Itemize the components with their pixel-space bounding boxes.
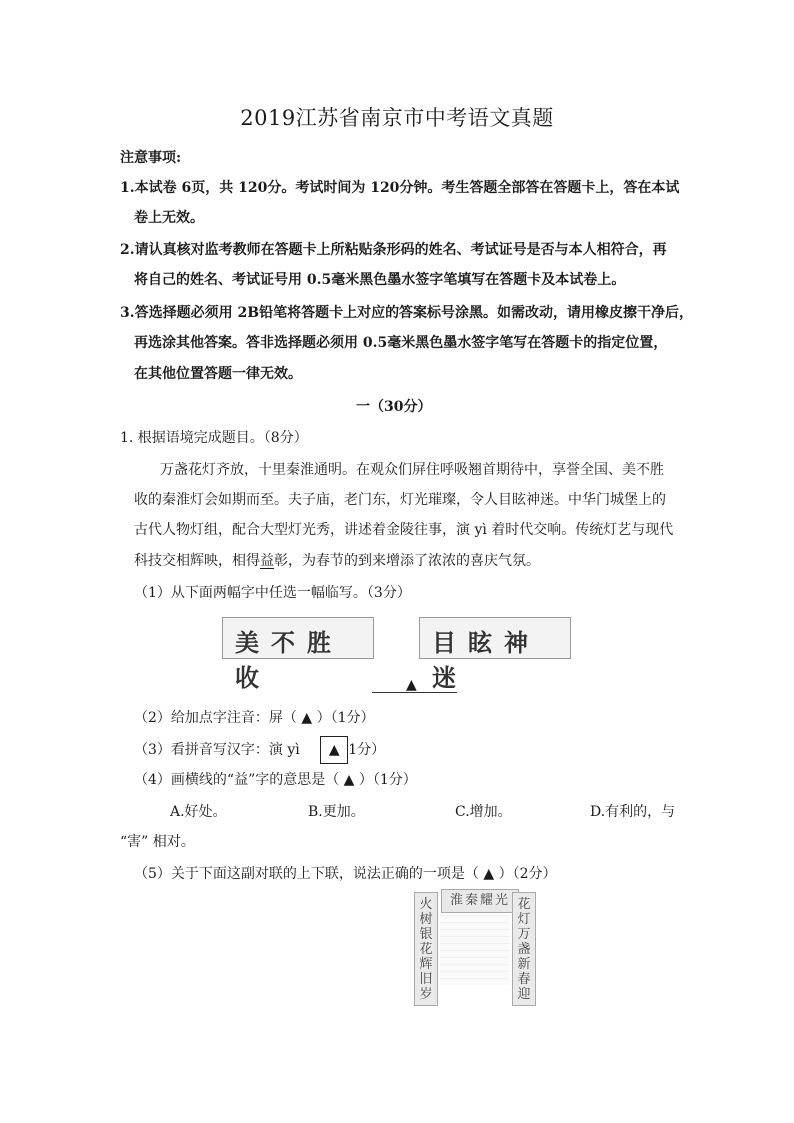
question-1-stem: 1. 根据语境完成题目。（8分） [120, 430, 308, 446]
option-b: B.更加。 [308, 804, 365, 820]
couplet-top-text: 淮秦耀光 [449, 893, 510, 908]
sub-question-3: （3）看拼音写汉字：演 yì ▲ 1分） [134, 736, 385, 764]
notice-heading: 注意事项: [120, 150, 182, 166]
sub-question-1: （1）从下面两幅字中任选一幅临写。（3分） [134, 585, 411, 601]
notice-item-2: 2.请认真核对监考教师在答题卡上所粘贴条形码的姓名、考试证号是否与本人相符合，再 [120, 242, 667, 258]
underlined-yi: 益 [260, 553, 274, 569]
couplet-left-text: 火树银花辉旧岁 [419, 897, 433, 1002]
passage-line-4 [134, 550, 540, 570]
option-a: A.好处。 [170, 804, 227, 820]
passage-line-4-start: 科技交相辉映，相得 [134, 553, 260, 569]
couplet-left-scroll [414, 892, 438, 1006]
passage-line-3: 古代人物灯组，配合大型灯光秀，讲述着金陵往事，演 yì 着时代交响。传统灯艺与现代 [134, 522, 674, 538]
option-d-cont: “害” 相对。 [120, 834, 195, 850]
couplet-background [440, 915, 510, 985]
notice-item-1: 1.本试卷 6页，共 120分。考试时间为 120分钟。考生答题全部答在答题卡上，答在本试 [120, 180, 680, 196]
answer-mark: ▲ [406, 677, 417, 693]
notice-item-1-cont: 卷上无效。 [134, 210, 204, 226]
passage-line-4-end: 彰，为春节的到来增添了浓浓的喜庆气氛。 [274, 553, 540, 569]
notice-item-3: 3.答选择题必须用 2B铅笔将答题卡上对应的答案标号涂黑。如需改动，请用橡皮擦干净后， [120, 305, 694, 321]
couplet-right-text: 花灯万盏新春迎 [517, 897, 531, 1002]
calligraphy-sample-right [419, 617, 571, 692]
passage-line-2: 收的秦淮灯会如期而至。夫子庙，老门东，灯光璀璨，令人目眩神迷。中华门城堡上的 [134, 492, 666, 508]
page-title: 2019江苏省南京市中考语文真题 [240, 106, 554, 130]
section-heading: 一（30分） [356, 399, 432, 415]
calligraphy-sample-left [222, 617, 374, 692]
couplet-horizontal-scroll [441, 889, 519, 913]
couplet-right-scroll [512, 892, 536, 1006]
notice-item-3-cont: 再选涂其他答案。答非选择题必须用 0.5毫米黑色墨水签字笔写在答题卡的指定位置， [134, 335, 668, 351]
notice-item-2-cont: 将自己的姓名、考试证号用 0.5毫米黑色墨水签字笔填写在答题卡及本试卷上。 [134, 272, 626, 288]
answer-mark: ▲ [301, 710, 313, 726]
sub-question-2: （2）给加点字注音：屏（ ▲ ）（1分） [134, 710, 375, 726]
passage-line-1: 万盏花灯齐放，十里秦淮通明。在观众们屏住呼吸翘首期待中，享誉全国、美不胜 [160, 462, 664, 478]
answer-mark: ▲ [343, 772, 355, 788]
option-c: C.增加。 [455, 804, 512, 820]
notice-item-3-cont2: 在其他位置答题一律无效。 [134, 366, 302, 382]
answer-box: ▲ [320, 736, 348, 764]
option-d: D.有利的，与 [590, 804, 676, 820]
calligraphy-left-text: 美不胜收 [235, 628, 343, 692]
answer-line [372, 692, 457, 693]
sub-question-4: （4）画横线的“益”字的意思是（ ▲ ）（1分） [134, 772, 417, 788]
sub-question-5: （5）关于下面这副对联的上下联，说法正确的一项是（ ▲ ）（2分） [134, 866, 557, 882]
calligraphy-right-text: 目眩神迷 [432, 628, 540, 692]
answer-mark: ▲ [483, 866, 495, 882]
